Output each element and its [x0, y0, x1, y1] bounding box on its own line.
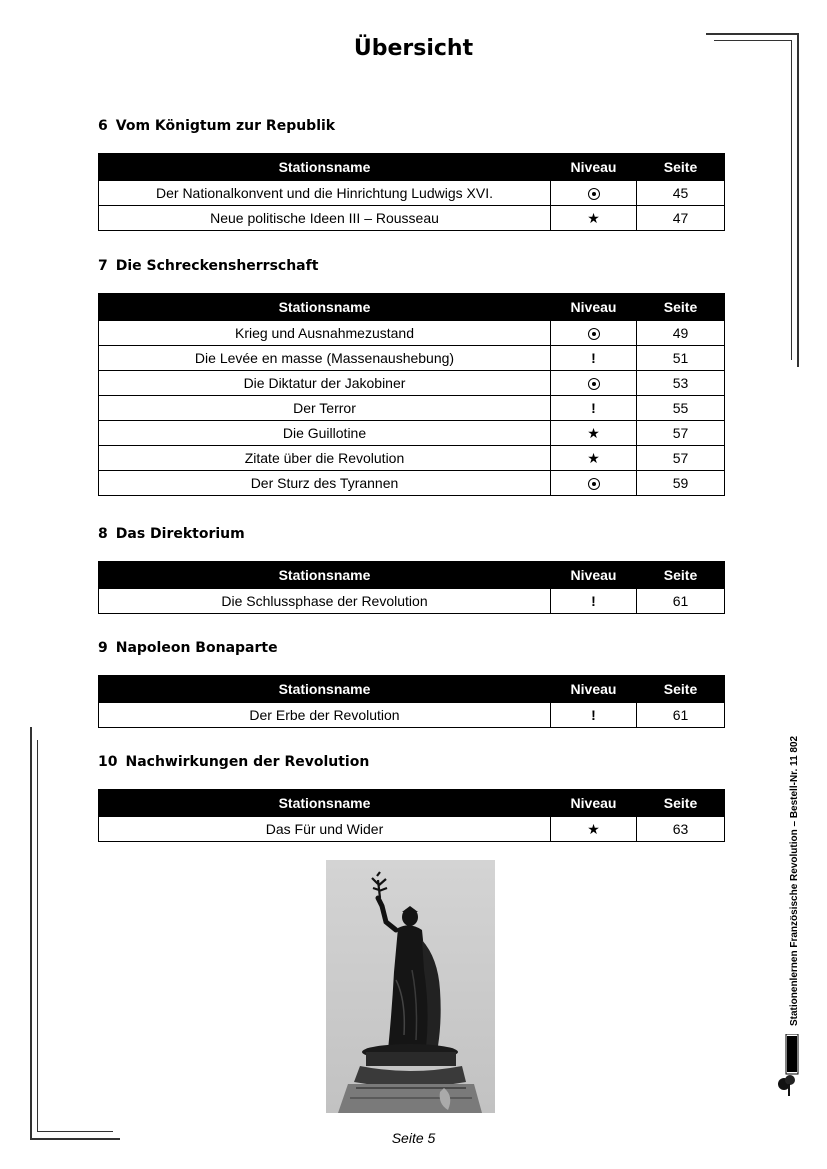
section-heading	[98, 753, 724, 771]
page-cell: 53	[637, 371, 725, 396]
section-number: 6	[98, 118, 108, 134]
section-number: 10	[98, 754, 118, 770]
page-cell: 49	[637, 321, 725, 346]
station-name-cell: Krieg und Ausnahmezustand	[99, 321, 551, 346]
star-icon: ★	[587, 424, 600, 441]
page-cell: 59	[637, 471, 725, 496]
frame-top-line-1	[706, 33, 798, 35]
header-niveau: Niveau	[551, 676, 637, 703]
level-cell	[551, 703, 637, 728]
table-row	[99, 396, 725, 421]
section-title: Das Direktorium	[115, 526, 245, 542]
table-header-row	[99, 676, 725, 703]
frame-left-line-2	[37, 740, 38, 1132]
level-cell	[551, 396, 637, 421]
level-cell	[551, 589, 637, 614]
page-title: Übersicht	[353, 36, 474, 61]
stations-table	[98, 675, 725, 728]
header-stationsname: Stationsname	[99, 676, 551, 703]
exclamation-icon: !	[591, 350, 596, 366]
page-cell: 45	[637, 181, 725, 206]
stations-table	[98, 153, 725, 231]
station-name-cell: Das Für und Wider	[99, 817, 551, 842]
table-row	[99, 589, 725, 614]
level-cell	[551, 346, 637, 371]
target-icon	[588, 328, 600, 340]
station-name-cell: Die Levée en masse (Massenaushebung)	[99, 346, 551, 371]
page-cell: 55	[637, 396, 725, 421]
station-name-cell: Neue politische Ideen III – Rousseau	[99, 206, 551, 231]
section-10	[98, 753, 724, 842]
header-niveau: Niveau	[551, 154, 637, 181]
target-icon	[588, 378, 600, 390]
level-cell	[551, 817, 637, 842]
section-title: Napoleon Bonaparte	[115, 640, 278, 656]
side-order-label: Stationenlernen Französische Revolution – Bestell-Nr. 11 802	[789, 735, 800, 1026]
level-cell	[551, 206, 637, 231]
header-seite: Seite	[637, 154, 725, 181]
header-stationsname: Stationsname	[99, 154, 551, 181]
section-9	[98, 639, 724, 728]
level-cell	[551, 371, 637, 396]
station-name-cell: Die Guillotine	[99, 421, 551, 446]
level-cell	[551, 321, 637, 346]
table-header-row	[99, 790, 725, 817]
header-seite: Seite	[637, 562, 725, 589]
table-row	[99, 346, 725, 371]
frame-left-line-1	[30, 727, 32, 1139]
frame-right-line-2	[791, 40, 792, 360]
header-stationsname: Stationsname	[99, 294, 551, 321]
section-title: Die Schreckensherrschaft	[115, 258, 319, 274]
section-title: Nachwirkungen der Revolution	[125, 754, 370, 770]
page-cell: 61	[637, 703, 725, 728]
header-niveau: Niveau	[551, 294, 637, 321]
header-niveau: Niveau	[551, 562, 637, 589]
table-row	[99, 421, 725, 446]
level-cell	[551, 421, 637, 446]
section-heading	[98, 639, 724, 657]
header-seite: Seite	[637, 676, 725, 703]
star-icon: ★	[587, 209, 600, 226]
exclamation-icon: !	[591, 593, 596, 609]
table-row	[99, 206, 725, 231]
header-niveau: Niveau	[551, 790, 637, 817]
header-stationsname: Stationsname	[99, 562, 551, 589]
station-name-cell: Der Terror	[99, 396, 551, 421]
page-cell: 57	[637, 421, 725, 446]
stations-table	[98, 293, 725, 496]
section-8	[98, 525, 724, 614]
tree-icon	[776, 1034, 802, 1098]
table-row	[99, 321, 725, 346]
section-heading	[98, 257, 724, 275]
header-stationsname: Stationsname	[99, 790, 551, 817]
page-cell: 47	[637, 206, 725, 231]
stations-table	[98, 561, 725, 614]
station-name-cell: Die Schlussphase der Revolution	[99, 589, 551, 614]
station-name-cell: Zitate über die Revolution	[99, 446, 551, 471]
station-name-cell: Die Diktatur der Jakobiner	[99, 371, 551, 396]
table-header-row	[99, 294, 725, 321]
table-row	[99, 446, 725, 471]
table-header-row	[99, 154, 725, 181]
frame-right-line-1	[797, 33, 799, 367]
exclamation-icon: !	[591, 707, 596, 723]
exclamation-icon: !	[591, 400, 596, 416]
station-name-cell: Der Nationalkonvent und die Hinrichtung Ludwigs XVI.	[99, 181, 551, 206]
section-number: 9	[98, 640, 108, 656]
section-heading	[98, 117, 724, 135]
level-cell	[551, 181, 637, 206]
section-number: 7	[98, 258, 108, 274]
page-cell: 51	[637, 346, 725, 371]
stations-table	[98, 789, 725, 842]
statue-icon	[326, 860, 495, 1113]
page-cell: 61	[637, 589, 725, 614]
section-6	[98, 117, 724, 231]
page-cell: 63	[637, 817, 725, 842]
page-number: Seite 5	[391, 1130, 436, 1146]
target-icon	[588, 478, 600, 490]
star-icon: ★	[587, 449, 600, 466]
section-7	[98, 257, 724, 496]
table-row	[99, 471, 725, 496]
header-seite: Seite	[637, 294, 725, 321]
section-number: 8	[98, 526, 108, 542]
table-row	[99, 181, 725, 206]
section-title: Vom Königtum zur Republik	[115, 118, 336, 134]
table-row	[99, 703, 725, 728]
level-cell	[551, 446, 637, 471]
table-row	[99, 817, 725, 842]
station-name-cell: Der Sturz des Tyrannen	[99, 471, 551, 496]
section-heading	[98, 525, 724, 543]
header-seite: Seite	[637, 790, 725, 817]
level-cell	[551, 471, 637, 496]
station-name-cell: Der Erbe der Revolution	[99, 703, 551, 728]
page-cell: 57	[637, 446, 725, 471]
statue-image	[326, 860, 495, 1113]
table-header-row	[99, 562, 725, 589]
table-row	[99, 371, 725, 396]
target-icon	[588, 188, 600, 200]
star-icon: ★	[587, 820, 600, 837]
publisher-logo	[776, 1034, 802, 1098]
